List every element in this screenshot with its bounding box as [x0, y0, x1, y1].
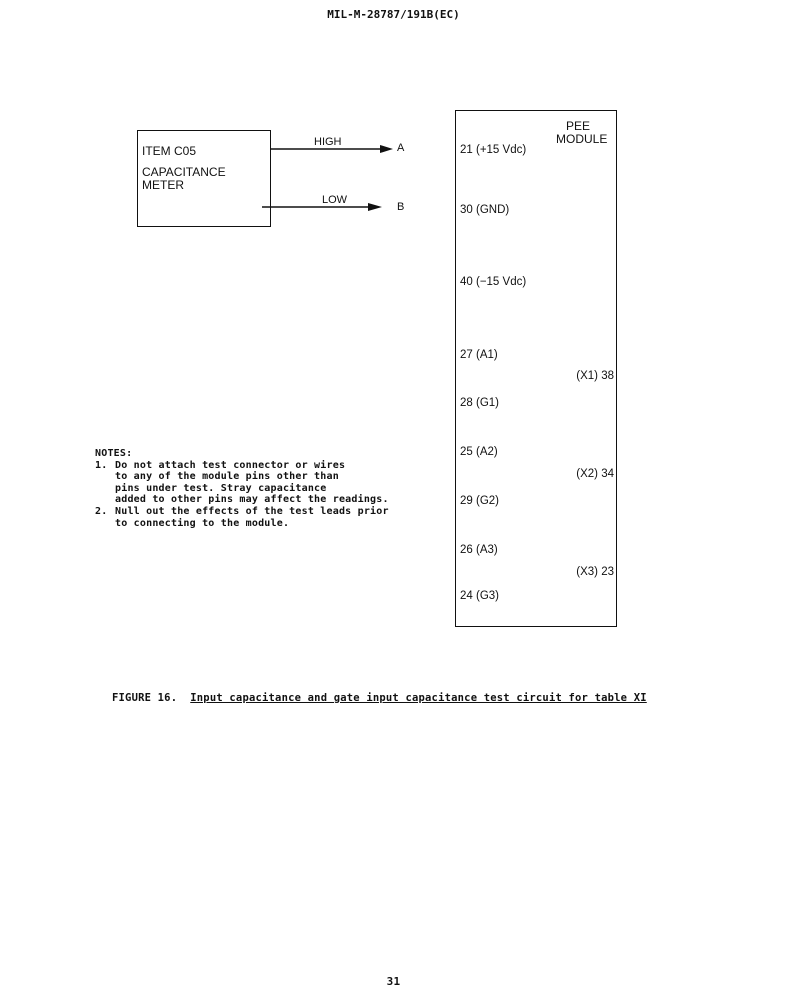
high-lead-label: HIGH	[314, 136, 342, 148]
figure-number: FIGURE 16.	[112, 692, 178, 704]
note-2	[95, 506, 389, 529]
pin-25: 25 (A2)	[460, 446, 498, 458]
meter-label-line-1: ITEM C05	[142, 144, 197, 158]
pin-30: 30 (GND)	[460, 204, 510, 216]
note-1-line-1: Do not attach test connector or wires	[115, 459, 346, 471]
capacitance-meter-block	[137, 130, 271, 227]
pin-28: 28 (G1)	[460, 397, 499, 409]
low-arrowhead	[368, 203, 382, 211]
document-id-header: MIL-M-28787/191B(EC)	[327, 8, 460, 21]
pin-21: 21 (+15 Vdc)	[460, 144, 527, 156]
meter-label-line-3: METER	[142, 178, 184, 192]
module-title-line1: PEE	[566, 119, 591, 133]
note-1-line-3: pins under test. Stray capacitance	[115, 482, 327, 494]
note-1-line-2: to any of the module pins other than	[115, 471, 339, 483]
pin-24: 24 (G3)	[460, 590, 499, 602]
pin-27: 27 (A1)	[460, 349, 498, 361]
notes-section	[95, 448, 389, 529]
xpin-x1: (X1) 38	[576, 370, 614, 382]
figure-title: Input capacitance and gate input capacitance test circuit for table XI	[190, 692, 647, 704]
pin-40: 40 (−15 Vdc)	[460, 276, 527, 288]
terminal-b-label: B	[397, 201, 405, 213]
low-lead-label: LOW	[322, 194, 348, 206]
page-number: 31	[386, 975, 401, 988]
xpin-x3: (X3) 23	[576, 566, 614, 578]
module-title-line2: MODULE	[556, 132, 608, 146]
pee-module-block	[455, 110, 617, 627]
notes-heading: NOTES:	[95, 448, 133, 459]
note-2-number: 2.	[95, 505, 108, 517]
note-2-line-2: to connecting to the module.	[115, 517, 290, 529]
xpin-x2: (X2) 34	[576, 468, 614, 480]
note-1-number: 1.	[95, 459, 108, 471]
pin-29: 29 (G2)	[460, 495, 499, 507]
terminal-a-label: A	[397, 142, 405, 154]
note-1-line-4: added to other pins may affect the readings.	[115, 494, 389, 506]
note-1	[95, 460, 389, 506]
note-2-line-1: Null out the effects of the test leads prior	[115, 505, 389, 517]
meter-label-line-2: CAPACITANCE	[142, 165, 226, 179]
figure-caption	[112, 692, 647, 704]
high-arrowhead	[380, 145, 393, 153]
pin-26: 26 (A3)	[460, 544, 498, 556]
